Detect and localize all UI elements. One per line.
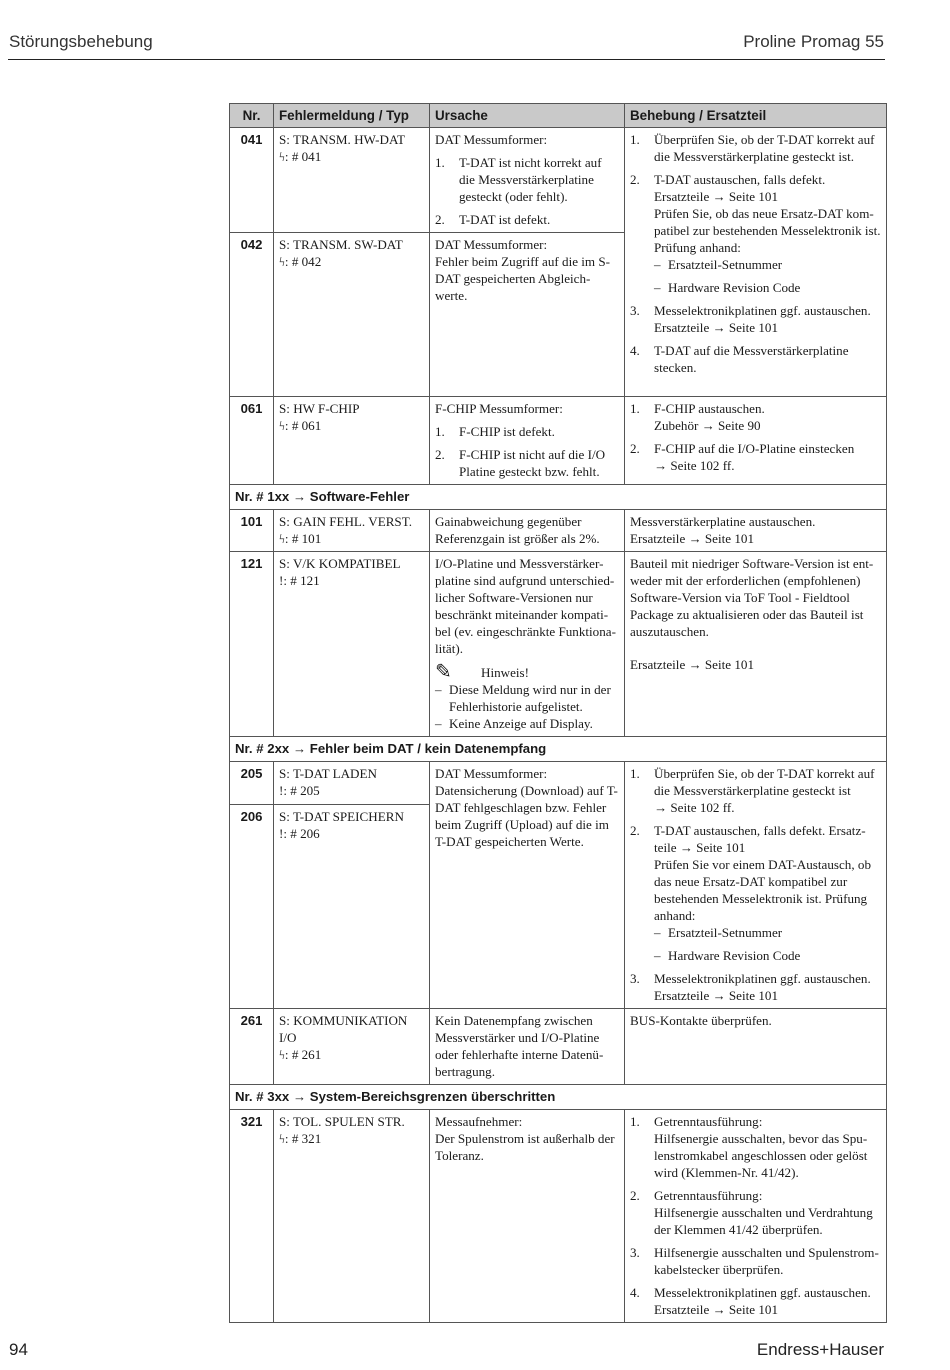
cause-list <box>435 423 619 480</box>
list-item: 1. Überprüfen Sie, ob der T-DAT korrekt auf die Messverstärkerplatine gesteckt ist. <box>630 132 875 164</box>
error-cause <box>430 128 625 233</box>
page-number: 94 <box>9 1340 28 1359</box>
pencil-icon: ✎ <box>435 661 452 683</box>
list-item: 3. Messelektronikplatinen ggf. austauschen. Ersatzteile → Seite 101 <box>630 971 871 1003</box>
list-item: 1. F-CHIP austauschen. Zubehör → Seite 90 <box>630 401 765 433</box>
error-number: 206 <box>230 805 274 1009</box>
section-row <box>230 1085 887 1110</box>
error-table <box>229 103 887 1323</box>
message-text: S: GAIN FEHL. VERST. <box>279 514 413 529</box>
section-heading: Nr. # 2xx → Fehler beim DAT / kein Datenempfang <box>230 737 887 762</box>
error-number: 042 <box>230 233 274 397</box>
error-message <box>274 552 430 737</box>
list-item: 3. Messelektronikplatinen ggf. austauschen. Ersatzteile → Seite 101 <box>630 303 871 335</box>
message-text: S: T-DAT SPEICHERN <box>279 809 404 825</box>
list-item: – Hardware Revision Code <box>654 948 801 963</box>
message-type: !: # 206 <box>279 826 320 842</box>
section-heading: Nr. # 1xx → Software-Fehler <box>230 485 887 510</box>
error-cause <box>430 552 625 737</box>
message-text: S: TRANSM. HW-DAT <box>279 132 405 147</box>
error-message <box>274 397 430 485</box>
error-cause <box>430 233 625 397</box>
running-header-title: Störungsbehebung <box>9 32 153 51</box>
col-header-message: Fehlermeldung / Typ <box>274 104 430 128</box>
cause-text: Datensicherung (Download) auf T-DAT fehlgeschlagen bzw. Fehler beim Zugriff (Upload) auf die im T-DAT gespeicherten Werte. <box>435 783 618 849</box>
list-item: – Ersatzteil-Setnummer <box>654 925 783 940</box>
error-message <box>274 233 430 397</box>
message-text: S: HW F-CHIP <box>279 401 360 416</box>
table-row <box>230 1009 887 1085</box>
message-text: S: TOL. SPULEN STR. <box>279 1114 405 1129</box>
error-message <box>274 1110 430 1323</box>
table-header-row <box>230 104 887 128</box>
message-text: S: TRANSM. SW-DAT <box>279 237 403 252</box>
error-number: 261 <box>230 1009 274 1085</box>
list-item: 1. F-CHIP ist defekt. <box>435 424 555 439</box>
list-item: 2. T-DAT ist defekt. <box>435 212 551 227</box>
table-row <box>230 762 887 805</box>
cause-text: I/O-Platine und Messverstärker-platine sind aufgrund unterschied-licher Software-Versionen nur beschränkt miteinander kompati-bel (ev. eingeschränkte Funktiona-lität). <box>435 556 616 656</box>
list-item: – Keine Anzeige auf Display. <box>435 716 593 731</box>
error-remedy <box>625 128 887 397</box>
list-item: 2. F-CHIP ist nicht auf die I/O Platine gesteckt bzw. fehlt. <box>435 447 606 479</box>
hint-list <box>435 681 619 732</box>
header-rule <box>8 59 885 60</box>
error-remedy: BUS-Kontakte überprüfen. <box>625 1009 887 1085</box>
remedy-list <box>630 765 881 1004</box>
list-item: 2. T-DAT austauschen, falls defekt. Ersatz-teile → Seite 101 Prüfen Sie vor einem DAT-Austausch, ob das neue Ersatz-DAT kompatibel zur bestehenden Messelektronik ist. Prüfung anhand: – Ersatzteil-Setnummer – Hardware Revision Code <box>630 822 881 964</box>
remedy-list <box>630 400 881 474</box>
brand-footer: Endress+Hauser <box>756 1340 884 1359</box>
hint-label: Hinweis! <box>481 664 530 680</box>
remedy-list <box>630 131 881 376</box>
cause-text: Fehler beim Zugriff auf die im S-DAT gespeicherten Abgleich-werte. <box>435 254 611 303</box>
error-number: 061 <box>230 397 274 485</box>
cause-text: Der Spulenstrom ist außerhalb der Toleranz. <box>435 1131 615 1163</box>
col-header-remedy: Behebung / Ersatzteil <box>625 104 887 128</box>
cause-title: DAT Messumformer: <box>435 132 548 147</box>
error-remedy <box>625 1110 887 1323</box>
error-remedy: Bauteil mit niedriger Software-Version ist ent-weder mit der erforderlichen (empfohlenen) Software-Version via ToF Tool - Fieldtool Package zu aktualisieren oder das Bauteil ist auszutauschen. Ersatzteile → Seite 101 <box>625 552 887 737</box>
section-row <box>230 737 887 762</box>
error-cause <box>430 762 625 1009</box>
remedy-list <box>630 1113 881 1318</box>
table-row <box>230 128 887 233</box>
running-header-product: Proline Promag 55 <box>743 32 884 51</box>
table-row <box>230 552 887 737</box>
error-number: 041 <box>230 128 274 233</box>
error-number: 101 <box>230 510 274 552</box>
list-item: 2. Getrenntausführung: Hilfsenergie ausschalten und Verdrahtung der Klemmen 41/42 überprüfen. <box>630 1188 873 1237</box>
error-cause: Kein Datenempfang zwischen Messverstärker und I/O-Platine oder fehlerhafte interne Datenü-bertragung. <box>430 1009 625 1085</box>
message-type: ϟ: # 101 <box>279 531 322 546</box>
message-text: S: V/K KOMPATIBEL <box>279 556 401 571</box>
section-row <box>230 485 887 510</box>
list-item: – Hardware Revision Code <box>654 280 801 295</box>
error-number: 321 <box>230 1110 274 1323</box>
error-remedy <box>625 762 887 1009</box>
col-header-nr: Nr. <box>230 104 274 128</box>
list-item: – Diese Meldung wird nur in der Fehlerhistorie aufgelistet. <box>435 682 611 714</box>
section-heading: Nr. # 3xx → System-Bereichsgrenzen überschritten <box>230 1085 887 1110</box>
error-cause <box>430 1110 625 1323</box>
table-row <box>230 510 887 552</box>
list-item: 2. F-CHIP auf die I/O-Platine einstecken → Seite 102 ff. <box>630 441 855 473</box>
error-message <box>274 762 430 805</box>
cause-list <box>435 154 619 228</box>
error-cause <box>430 397 625 485</box>
list-item: 4. Messelektronikplatinen ggf. austauschen. Ersatzteile → Seite 101 <box>630 1285 871 1317</box>
message-type: !: # 205 <box>279 783 320 798</box>
error-message <box>274 1009 430 1085</box>
message-type: ϟ: # 261 <box>279 1047 322 1062</box>
error-number: 121 <box>230 552 274 737</box>
col-header-cause: Ursache <box>430 104 625 128</box>
cause-title: F-CHIP Messumformer: <box>435 401 563 416</box>
table-row <box>230 397 887 485</box>
error-message <box>274 805 430 1009</box>
list-item: 4. T-DAT auf die Messverstärkerplatine stecken. <box>630 343 849 375</box>
cause-title: DAT Messumformer: <box>435 237 548 252</box>
error-number: 205 <box>230 762 274 805</box>
message-type: ϟ: # 041 <box>279 149 322 164</box>
error-message <box>274 510 430 552</box>
list-item: 3. Hilfsenergie ausschalten und Spulenstrom-kabelstecker überprüfen. <box>630 1245 879 1277</box>
error-message <box>274 128 430 233</box>
message-type: ϟ: # 042 <box>279 254 322 269</box>
list-item: 1. Überprüfen Sie, ob der T-DAT korrekt auf die Messverstärkerplatine gesteckt ist → Seite 102 ff. <box>630 766 875 815</box>
list-item: 1. T-DAT ist nicht korrekt auf die Messverstärkerplatine gesteckt (oder fehlt). <box>435 155 602 204</box>
message-type: !: # 121 <box>279 573 320 588</box>
message-text: S: T-DAT LADEN <box>279 766 377 781</box>
hint-note <box>435 663 619 681</box>
message-type: ϟ: # 321 <box>279 1131 322 1146</box>
message-text: S: KOMMUNIKATION I/O <box>279 1013 408 1045</box>
cause-title: Messaufnehmer: <box>435 1114 523 1129</box>
list-item: 1. Getrenntausführung: Hilfsenergie ausschalten, bevor das Spu-lenstromkabel angeschlossen oder gelöst wird (Klemmen-Nr. 41/42). <box>630 1114 868 1180</box>
error-remedy <box>625 397 887 485</box>
message-type: ϟ: # 061 <box>279 418 322 433</box>
error-remedy: Messverstärkerplatine austauschen. Ersatzteile → Seite 101 <box>625 510 887 552</box>
table-row <box>230 1110 887 1323</box>
list-item: – Ersatzteil-Setnummer <box>654 257 783 272</box>
error-cause: Gainabweichung gegenüber Referenzgain ist größer als 2%. <box>430 510 625 552</box>
cause-title: DAT Messumformer: <box>435 766 548 781</box>
list-item: 2. T-DAT austauschen, falls defekt. Ersatzteile → Seite 101 Prüfen Sie, ob das neue Ersatz-DAT kom-patibel zur bestehenden Messelektronik ist. Prüfung anhand: – Ersatzteil-Setnummer – Hardware Revision Code <box>630 172 881 295</box>
